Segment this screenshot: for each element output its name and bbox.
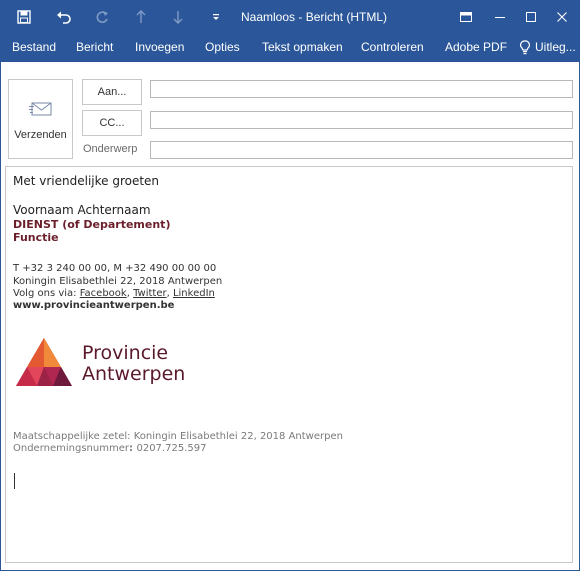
follow-separator: ,: [166, 288, 173, 299]
signature-website[interactable]: www.provincieantwerpen.be: [13, 300, 175, 311]
greeting-text: Met vriendelijke groeten: [13, 174, 160, 188]
signature-department: DIENST (of Departement): [13, 218, 171, 231]
window-title: Naamloos - Bericht (HTML): [241, 10, 388, 24]
signature-follow: [13, 288, 215, 299]
follow-separator: ,: [126, 288, 134, 299]
tab-invoegen[interactable]: Invoegen: [135, 40, 185, 54]
restore-ribbon-icon[interactable]: [449, 1, 483, 33]
twitter-link[interactable]: Twitter: [133, 288, 167, 299]
send-envelope-icon: [29, 98, 53, 121]
company-number-label: Ondernemingsnummer: [13, 443, 129, 454]
follow-prefix: Volg ons via:: [13, 288, 80, 299]
save-icon[interactable]: [9, 1, 39, 33]
message-body[interactable]: [5, 166, 573, 563]
subject-label: Onderwerp: [83, 143, 138, 155]
text-cursor: [14, 473, 15, 489]
tab-adobe-pdf[interactable]: Adobe PDF: [445, 40, 508, 54]
down-arrow-icon[interactable]: [163, 1, 193, 33]
cc-button[interactable]: CC...: [82, 110, 142, 136]
signature-function: Functie: [13, 231, 59, 244]
registered-office: Maatschappelijke zetel: Koningin Elisabethlei 22, 2018 Antwerpen: [13, 431, 343, 442]
to-field[interactable]: [150, 80, 573, 98]
provincie-antwerpen-logo-icon: [15, 337, 73, 390]
logo-wordmark: [82, 343, 185, 385]
tab-bestand[interactable]: Bestand: [12, 40, 57, 54]
subject-field[interactable]: [150, 141, 573, 159]
to-button[interactable]: Aan...: [82, 79, 142, 105]
facebook-link[interactable]: Facebook: [79, 288, 127, 299]
redo-icon[interactable]: [87, 1, 117, 33]
tab-bericht[interactable]: Bericht: [76, 40, 114, 54]
compose-header: [1, 62, 579, 166]
logo-line-antwerpen: Antwerpen: [82, 363, 186, 385]
minimize-icon[interactable]: [483, 1, 517, 33]
tab-opties[interactable]: Opties: [205, 40, 240, 54]
signature-phone: T +32 3 240 00 00, M +32 490 00 00 00: [13, 263, 217, 274]
up-arrow-icon[interactable]: [126, 1, 156, 33]
company-number-value: 0207.725.597: [136, 443, 207, 454]
signature-address: Koningin Elisabethlei 22, 2018 Antwerpen: [13, 276, 223, 287]
lightbulb-icon[interactable]: [520, 40, 530, 58]
maximize-icon[interactable]: [514, 1, 548, 33]
linkedin-link[interactable]: LinkedIn: [172, 288, 215, 299]
signature-name: Voornaam Achternaam: [13, 203, 151, 217]
tell-me-search[interactable]: Uitleg...: [535, 40, 576, 54]
company-number: Ondernemingsnummer: 0207.725.597: [13, 443, 207, 454]
close-icon[interactable]: [545, 1, 579, 33]
logo-line-provincie: Provincie: [82, 342, 169, 364]
title-bar: [1, 1, 579, 33]
cc-field[interactable]: [150, 111, 573, 129]
tab-tekst-opmaken[interactable]: Tekst opmaken: [262, 40, 343, 54]
ribbon-tabs: [1, 33, 579, 62]
undo-icon[interactable]: [49, 1, 79, 33]
send-button-label: Verzenden: [14, 129, 67, 141]
send-button[interactable]: [8, 79, 73, 159]
tab-controleren[interactable]: Controleren: [361, 40, 424, 54]
customize-dropdown-icon[interactable]: [201, 1, 231, 33]
